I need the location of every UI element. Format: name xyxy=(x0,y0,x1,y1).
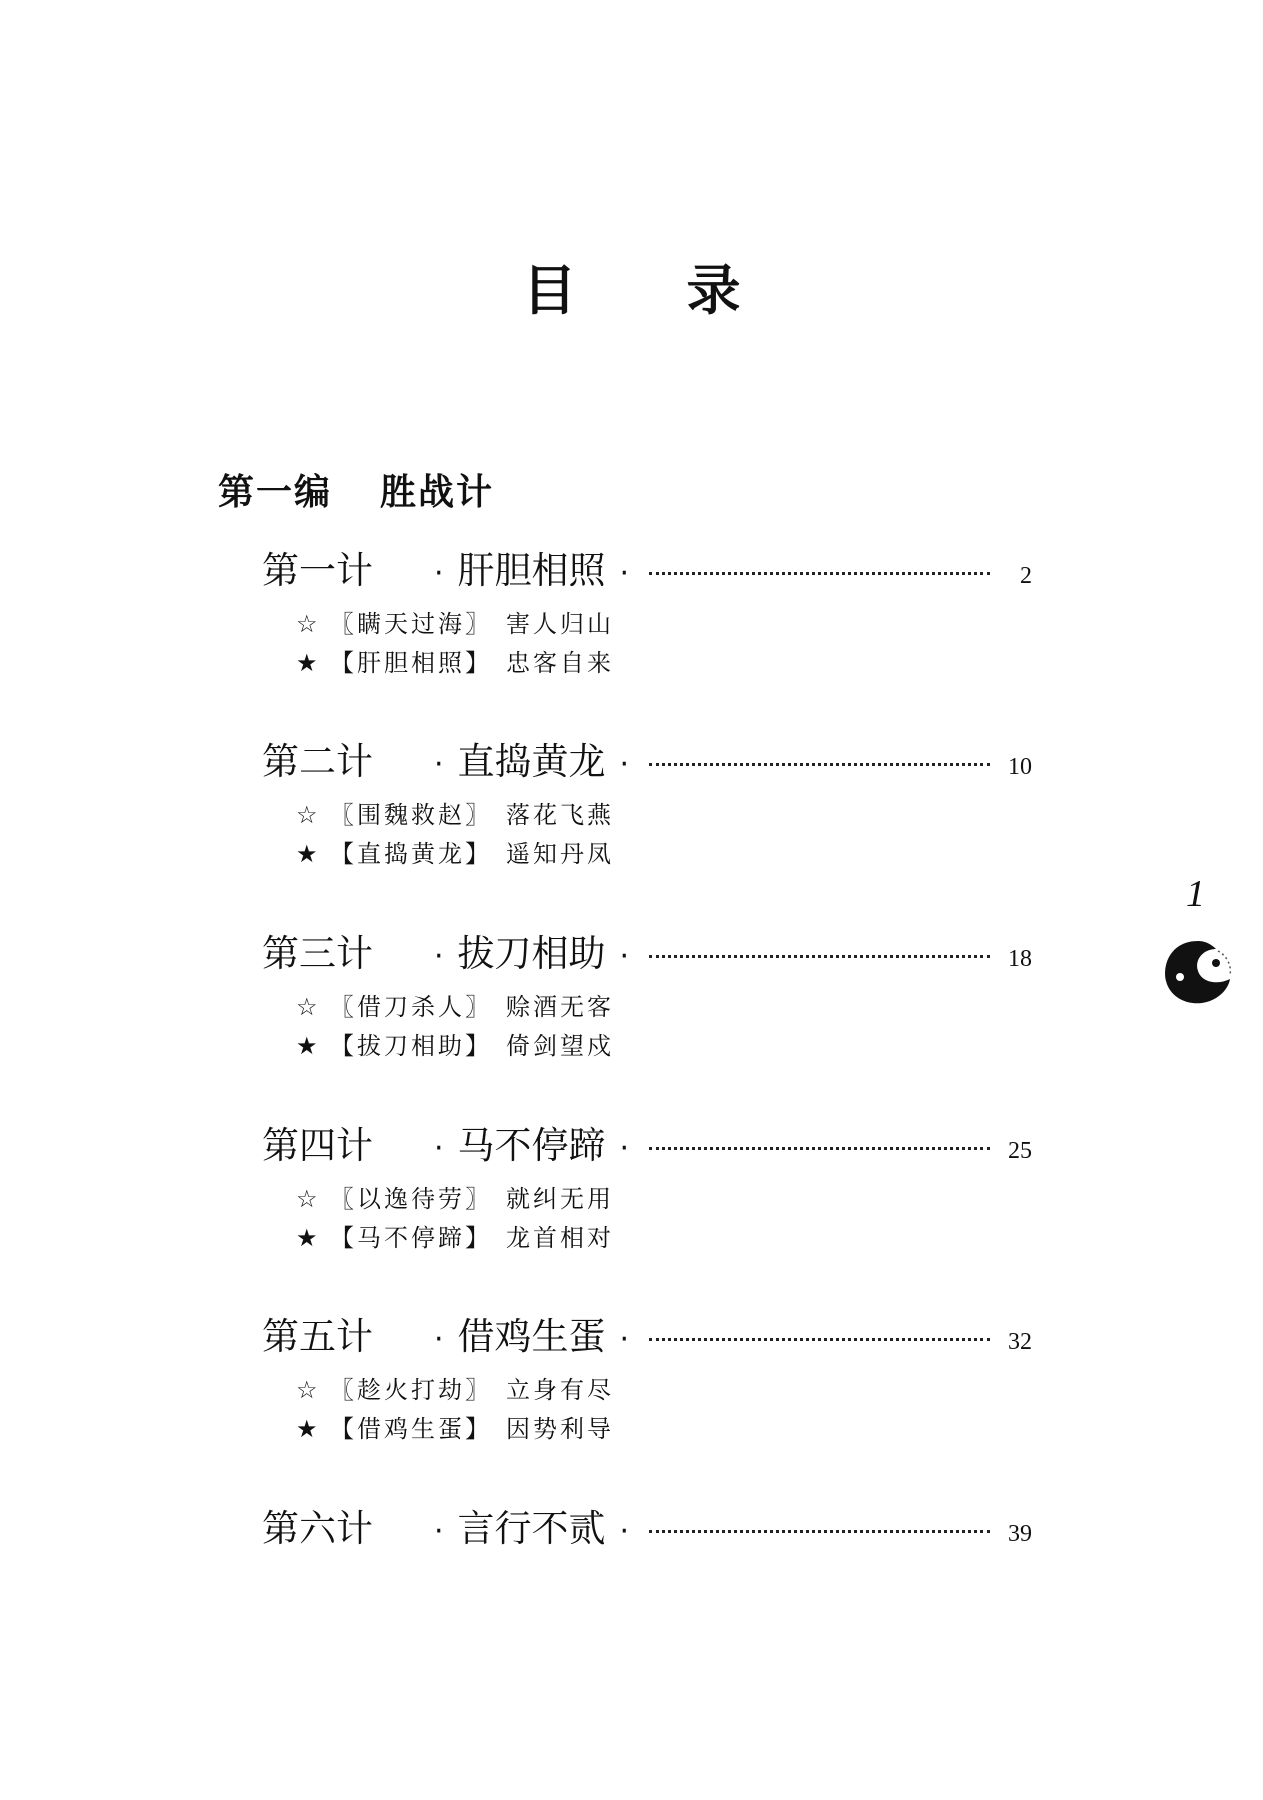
title-dot-left: · xyxy=(434,747,444,782)
section-label: 第一编 xyxy=(218,472,333,513)
toc-chapter-row[interactable] xyxy=(262,540,1032,590)
bracket-open: 〖 xyxy=(330,1376,357,1404)
page-number: 39 xyxy=(1008,1521,1032,1547)
sub-entry-text: 落花飞燕 xyxy=(506,801,614,829)
page-title-char-2: 录 xyxy=(686,259,741,322)
sub-entry-text: 忠客自来 xyxy=(506,649,614,677)
bracket-close: 〗 xyxy=(465,1376,492,1404)
bracket-close: 】 xyxy=(465,1032,492,1060)
bracket-close: 〗 xyxy=(465,1185,492,1213)
dot-leader xyxy=(649,763,990,766)
page-title-char-1: 目 xyxy=(522,259,577,322)
sub-entry-keyword: 马不停蹄 xyxy=(357,1224,465,1252)
sub-entry-keyword: 直捣黄龙 xyxy=(357,840,465,868)
outline-star-icon: ☆ xyxy=(296,801,321,829)
bracket-open: 【 xyxy=(330,840,357,868)
dot-leader xyxy=(649,1530,990,1533)
sub-entry-text: 遥知丹凤 xyxy=(506,840,614,868)
toc-chapter-row[interactable] xyxy=(262,1306,1032,1356)
toc-sub-entry[interactable] xyxy=(296,1026,614,1062)
bracket-open: 〖 xyxy=(330,801,357,829)
outline-star-icon: ☆ xyxy=(296,1185,321,1213)
toc-sub-entry[interactable] xyxy=(296,1409,614,1445)
title-dot-right: · xyxy=(619,1131,630,1166)
sub-entry-text: 立身有尽 xyxy=(506,1376,614,1404)
chapter-number: 第四计 xyxy=(262,1124,373,1167)
sub-entry-text: 因势利导 xyxy=(506,1415,614,1443)
bracket-close: 】 xyxy=(465,649,492,677)
sub-entry-keyword: 借刀杀人 xyxy=(357,993,465,1021)
chapter-title: 马不停蹄 xyxy=(457,1124,606,1167)
bracket-open: 【 xyxy=(330,649,357,677)
title-dot-right: · xyxy=(619,747,630,782)
bracket-close: 〗 xyxy=(465,610,492,638)
filled-star-icon: ★ xyxy=(296,1032,321,1060)
bracket-close: 〗 xyxy=(465,993,492,1021)
filled-star-icon: ★ xyxy=(296,1415,321,1443)
bracket-close: 】 xyxy=(465,1224,492,1252)
chapter-title: 直捣黄龙 xyxy=(457,740,606,783)
bracket-open: 【 xyxy=(330,1032,357,1060)
bracket-close: 】 xyxy=(465,840,492,868)
outline-star-icon: ☆ xyxy=(296,610,321,638)
sub-entry-text: 赊酒无客 xyxy=(506,993,614,1021)
chapter-title: 拔刀相助 xyxy=(457,932,606,975)
page-number: 18 xyxy=(1008,946,1032,972)
sub-entry-keyword: 趁火打劫 xyxy=(357,1376,465,1404)
section-title: 胜战计 xyxy=(380,472,495,513)
toc-sub-entry[interactable] xyxy=(296,987,614,1023)
page-number: 32 xyxy=(1008,1329,1032,1355)
chapter-number: 第一计 xyxy=(262,549,373,592)
title-dot-right: · xyxy=(619,556,630,591)
bracket-close: 〗 xyxy=(465,801,492,829)
toc-sub-entry[interactable] xyxy=(296,795,614,831)
sub-entry-keyword: 拔刀相助 xyxy=(357,1032,465,1060)
yin-yang-icon xyxy=(1158,935,1238,1009)
chapter-title: 言行不贰 xyxy=(457,1507,606,1550)
title-dot-left: · xyxy=(434,939,444,974)
outline-star-icon: ☆ xyxy=(296,1376,321,1404)
sub-entry-text: 就纠无用 xyxy=(506,1185,614,1213)
toc-chapter-row[interactable] xyxy=(262,731,1032,781)
page-folio: 1 xyxy=(1186,873,1205,915)
filled-star-icon: ★ xyxy=(296,649,321,677)
title-dot-right: · xyxy=(619,1514,630,1549)
sub-entry-text: 害人归山 xyxy=(506,610,614,638)
filled-star-icon: ★ xyxy=(296,840,321,868)
title-dot-left: · xyxy=(434,1322,444,1357)
bracket-open: 〖 xyxy=(330,1185,357,1213)
chapter-number: 第五计 xyxy=(262,1315,373,1358)
page-number: 10 xyxy=(1008,754,1032,780)
toc-chapter-row[interactable] xyxy=(262,1115,1032,1165)
sub-entry-keyword: 肝胆相照 xyxy=(357,649,465,677)
toc-sub-entry[interactable] xyxy=(296,604,614,640)
bracket-open: 【 xyxy=(330,1224,357,1252)
title-dot-left: · xyxy=(434,1131,444,1166)
page-number: 2 xyxy=(1020,563,1032,589)
bracket-open: 〖 xyxy=(330,993,357,1021)
sub-entry-keyword: 瞒天过海 xyxy=(357,610,465,638)
title-dot-right: · xyxy=(619,1322,630,1357)
page-number: 25 xyxy=(1008,1138,1032,1164)
chapter-number: 第六计 xyxy=(262,1507,373,1550)
sub-entry-keyword: 围魏救赵 xyxy=(357,801,465,829)
dot-leader xyxy=(649,1147,990,1150)
toc-sub-entry[interactable] xyxy=(296,834,614,870)
sub-entry-text: 倚剑望戍 xyxy=(506,1032,614,1060)
title-dot-left: · xyxy=(434,1514,444,1549)
toc-sub-entry[interactable] xyxy=(296,1218,614,1254)
chapter-title: 肝胆相照 xyxy=(457,549,606,592)
outline-star-icon: ☆ xyxy=(296,993,321,1021)
chapter-title: 借鸡生蛋 xyxy=(457,1315,606,1358)
sub-entry-keyword: 借鸡生蛋 xyxy=(357,1415,465,1443)
title-dot-right: · xyxy=(619,939,630,974)
filled-star-icon: ★ xyxy=(296,1224,321,1252)
title-dot-left: · xyxy=(434,556,444,591)
toc-chapter-row[interactable] xyxy=(262,1498,1032,1548)
sub-entry-text: 龙首相对 xyxy=(506,1224,614,1252)
toc-sub-entry[interactable] xyxy=(296,643,614,679)
dot-leader xyxy=(649,1338,990,1341)
bracket-open: 〖 xyxy=(330,610,357,638)
chapter-number: 第二计 xyxy=(262,740,373,783)
bracket-close: 】 xyxy=(465,1415,492,1443)
toc-chapter-row[interactable] xyxy=(262,923,1032,973)
chapter-number: 第三计 xyxy=(262,932,373,975)
toc-sub-entry[interactable] xyxy=(296,1370,614,1406)
dot-leader xyxy=(649,572,990,575)
sub-entry-keyword: 以逸待劳 xyxy=(357,1185,465,1213)
toc-sub-entry[interactable] xyxy=(296,1179,614,1215)
dot-leader xyxy=(649,955,990,958)
bracket-open: 【 xyxy=(330,1415,357,1443)
